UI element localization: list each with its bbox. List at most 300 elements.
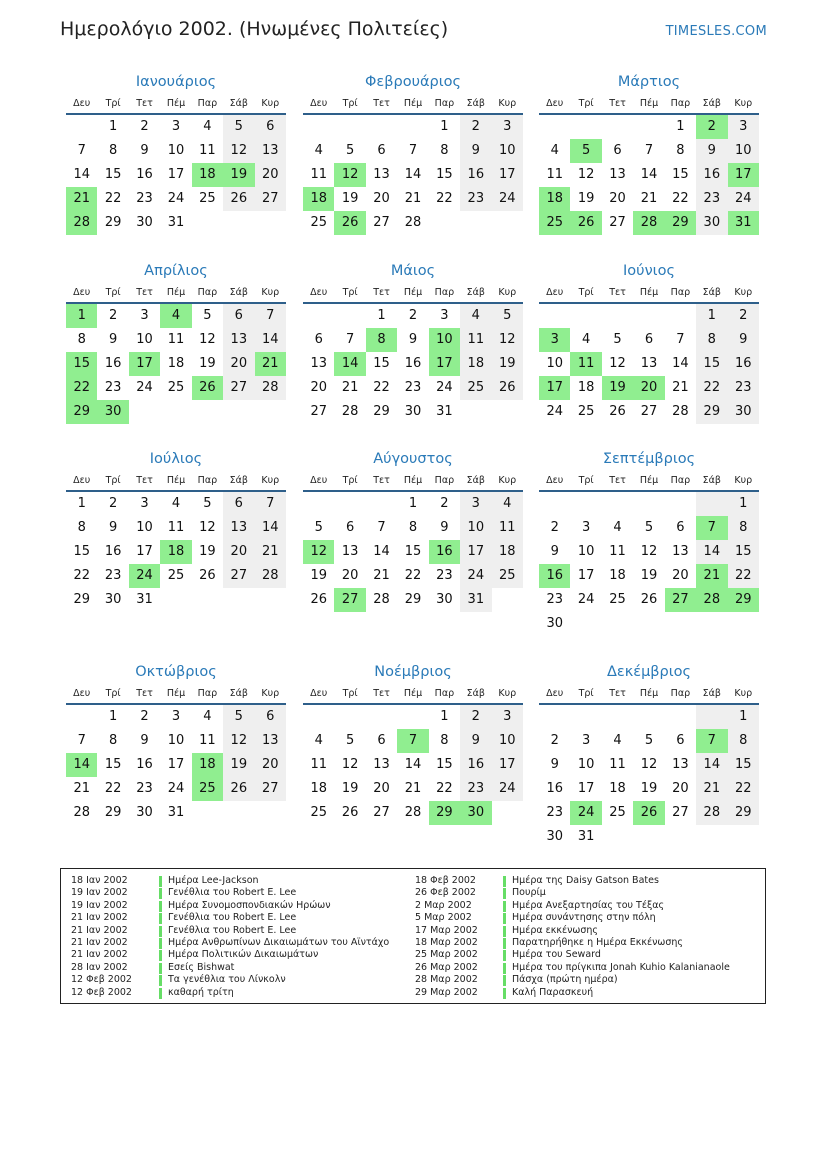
weekday-label: Τετ bbox=[609, 287, 626, 298]
empty-cell bbox=[303, 705, 334, 729]
empty-cell bbox=[492, 588, 523, 612]
day-cell: 8 bbox=[440, 733, 449, 748]
holiday-date: 28 Ιαν 2002 bbox=[71, 961, 128, 973]
day-cell: 14 bbox=[255, 328, 286, 352]
weekday-label: Πέμ bbox=[403, 287, 423, 298]
day-cell: 21 bbox=[640, 191, 658, 206]
holiday-marker bbox=[503, 988, 506, 999]
holiday-day-cell: 25 bbox=[539, 211, 570, 235]
weekday-label: Τετ bbox=[136, 688, 153, 699]
holiday-day-cell: 4 bbox=[160, 304, 191, 328]
day-cell: 1 bbox=[440, 709, 449, 724]
day-cell: 8 bbox=[77, 332, 86, 347]
weekday-label: Δευ bbox=[73, 98, 91, 109]
day-cell: 26 bbox=[492, 376, 523, 400]
weekday-label: Πέμ bbox=[403, 688, 423, 699]
holiday-name: Γενέθλια του Robert E. Lee bbox=[168, 887, 297, 899]
day-cell: 15 bbox=[104, 757, 122, 772]
holiday-day-cell: 11 bbox=[570, 352, 601, 376]
holiday-marker bbox=[159, 938, 162, 949]
day-cell: 8 bbox=[108, 143, 118, 158]
weekday-label: Τετ bbox=[373, 98, 390, 109]
day-cell: 2 bbox=[108, 308, 118, 323]
day-cell: 14 bbox=[640, 167, 658, 182]
holiday-row bbox=[71, 900, 389, 912]
day-cell: 12 bbox=[199, 520, 216, 535]
weekday-label: Σάβ bbox=[466, 287, 485, 298]
empty-cell bbox=[334, 115, 365, 139]
day-cell: 17 bbox=[167, 167, 185, 182]
day-cell: 8 bbox=[77, 520, 86, 535]
weekday-label: Κυρ bbox=[261, 287, 280, 298]
day-cell: 28 bbox=[672, 404, 689, 419]
weekday-label: Δευ bbox=[546, 475, 564, 486]
day-cell: 31 bbox=[167, 805, 185, 820]
holiday-row bbox=[71, 925, 389, 937]
day-cell: 19 bbox=[341, 191, 359, 206]
weekday-label: Πέμ bbox=[403, 98, 423, 109]
weekday-header bbox=[303, 686, 523, 705]
holiday-row bbox=[415, 912, 730, 924]
day-cell: 1 bbox=[408, 496, 418, 511]
day-cell: 7 bbox=[345, 332, 355, 347]
weekday-label: Παρ bbox=[670, 287, 691, 298]
day-cell: 19 bbox=[223, 753, 254, 777]
day-cell: 7 bbox=[676, 332, 685, 347]
empty-cell bbox=[492, 400, 523, 424]
day-cell: 9 bbox=[140, 143, 149, 158]
weekday-label: Δευ bbox=[310, 287, 328, 298]
day-cell: 2 bbox=[728, 304, 759, 328]
day-cell: 3 bbox=[581, 733, 591, 748]
day-cell: 1 bbox=[440, 119, 449, 134]
holiday-date: 26 Μαρ 2002 bbox=[415, 961, 478, 973]
day-cell: 13 bbox=[672, 757, 689, 772]
month-name: Νοέμβριος bbox=[374, 664, 452, 680]
day-cell: 11 bbox=[199, 733, 216, 748]
empty-cell bbox=[570, 115, 601, 139]
holiday-marker bbox=[503, 926, 506, 937]
day-cell: 1 bbox=[696, 304, 727, 328]
day-cell: 4 bbox=[581, 332, 591, 347]
day-cell: 7 bbox=[255, 304, 286, 328]
day-cell: 19 bbox=[341, 781, 359, 796]
holiday-day-cell: 26 bbox=[192, 376, 223, 400]
holiday-day-cell: 20 bbox=[633, 376, 664, 400]
month-block bbox=[66, 261, 286, 424]
day-cell: 8 bbox=[696, 328, 727, 352]
day-cell: 9 bbox=[460, 729, 491, 753]
holiday-day-cell: 8 bbox=[366, 328, 397, 352]
day-cell: 5 bbox=[203, 496, 212, 511]
holiday-day-cell: 21 bbox=[255, 352, 286, 376]
day-cell: 7 bbox=[255, 492, 286, 516]
day-cell: 9 bbox=[550, 757, 559, 772]
day-cell: 16 bbox=[104, 356, 122, 371]
day-cell: 2 bbox=[550, 733, 559, 748]
day-cell: 17 bbox=[577, 781, 595, 796]
day-cell: 4 bbox=[203, 119, 212, 134]
weekday-label: Παρ bbox=[670, 475, 691, 486]
holiday-marker bbox=[159, 975, 162, 986]
day-cell: 2 bbox=[550, 520, 559, 535]
holiday-date: 5 Μαρ 2002 bbox=[415, 912, 472, 924]
holiday-name: Εσείς Bishwat bbox=[168, 961, 235, 973]
holiday-date: 12 Φεβ 2002 bbox=[71, 974, 132, 986]
weekday-label: Παρ bbox=[434, 98, 455, 109]
weekday-label: Τρί bbox=[342, 688, 358, 699]
day-cell: 28 bbox=[341, 404, 359, 419]
weekday-label: Κυρ bbox=[734, 98, 753, 109]
weekday-label: Τετ bbox=[609, 475, 626, 486]
day-cell: 20 bbox=[341, 568, 359, 583]
weekday-label: Τετ bbox=[136, 98, 153, 109]
day-cell: 10 bbox=[167, 733, 185, 748]
day-cell: 2 bbox=[460, 115, 491, 139]
day-cell: 4 bbox=[613, 520, 622, 535]
day-cell: 11 bbox=[546, 167, 563, 182]
day-cell: 5 bbox=[345, 143, 355, 158]
holiday-date: 2 Μαρ 2002 bbox=[415, 899, 472, 911]
month-name: Ιούλιος bbox=[149, 451, 203, 467]
day-cell: 22 bbox=[672, 191, 689, 206]
day-cell: 24 bbox=[460, 564, 491, 588]
day-cell: 20 bbox=[373, 191, 390, 206]
day-cell: 29 bbox=[73, 592, 90, 607]
weekday-label: Κυρ bbox=[734, 475, 753, 486]
day-cell: 26 bbox=[609, 404, 626, 419]
holiday-row bbox=[415, 949, 730, 961]
day-cell: 19 bbox=[310, 568, 327, 583]
holiday-date: 25 Μαρ 2002 bbox=[415, 949, 478, 961]
weekday-label: Πέμ bbox=[166, 98, 186, 109]
weekday-label: Σάβ bbox=[702, 688, 721, 699]
day-cell: 18 bbox=[310, 781, 327, 796]
day-cell: 27 bbox=[609, 215, 626, 230]
holiday-row bbox=[71, 912, 389, 924]
weekday-label: Δευ bbox=[546, 98, 564, 109]
holiday-marker bbox=[503, 963, 506, 974]
day-cell: 30 bbox=[546, 829, 563, 844]
day-cell: 21 bbox=[404, 191, 422, 206]
day-cell: 19 bbox=[577, 191, 595, 206]
weekday-label: Παρ bbox=[670, 688, 691, 699]
day-cell: 8 bbox=[440, 143, 449, 158]
empty-cell bbox=[665, 612, 696, 636]
weekday-label: Δευ bbox=[73, 287, 91, 298]
day-cell: 3 bbox=[440, 308, 449, 323]
holiday-row bbox=[415, 925, 730, 937]
day-cell: 25 bbox=[609, 805, 626, 820]
holiday-list-left bbox=[71, 875, 389, 999]
holiday-row bbox=[415, 974, 730, 986]
empty-cell bbox=[570, 705, 601, 729]
day-grid bbox=[539, 304, 759, 424]
holiday-date: 29 Μαρ 2002 bbox=[415, 986, 478, 998]
empty-cell bbox=[539, 492, 570, 516]
day-cell: 28 bbox=[404, 215, 422, 230]
day-cell: 3 bbox=[140, 308, 149, 323]
weekday-header bbox=[539, 96, 759, 115]
holiday-date: 21 Ιαν 2002 bbox=[71, 936, 128, 948]
day-cell: 23 bbox=[728, 376, 759, 400]
day-cell: 24 bbox=[167, 781, 185, 796]
holiday-day-cell: 17 bbox=[539, 376, 570, 400]
day-cell: 13 bbox=[310, 356, 327, 371]
day-cell: 31 bbox=[167, 215, 185, 230]
weekday-label: Πέμ bbox=[166, 475, 186, 486]
empty-cell bbox=[633, 115, 664, 139]
day-cell: 24 bbox=[436, 380, 453, 395]
day-cell: 21 bbox=[373, 568, 390, 583]
weekday-header bbox=[539, 686, 759, 705]
empty-cell bbox=[539, 304, 570, 328]
weekday-header bbox=[66, 96, 286, 115]
day-cell: 28 bbox=[373, 592, 390, 607]
day-cell: 19 bbox=[492, 352, 523, 376]
day-cell: 22 bbox=[404, 568, 422, 583]
weekday-label: Παρ bbox=[670, 98, 691, 109]
weekday-label: Σάβ bbox=[466, 475, 485, 486]
day-cell: 22 bbox=[104, 191, 122, 206]
day-cell: 24 bbox=[728, 187, 759, 211]
day-cell: 26 bbox=[199, 568, 216, 583]
empty-cell bbox=[397, 115, 428, 139]
day-cell: 18 bbox=[609, 568, 626, 583]
day-cell: 16 bbox=[136, 167, 153, 182]
weekday-header bbox=[303, 96, 523, 115]
month-name: Οκτώβριος bbox=[135, 664, 217, 680]
weekday-label: Παρ bbox=[197, 287, 218, 298]
day-cell: 5 bbox=[345, 733, 355, 748]
day-cell: 16 bbox=[104, 544, 122, 559]
day-cell: 20 bbox=[255, 753, 286, 777]
day-cell: 7 bbox=[77, 733, 86, 748]
day-cell: 5 bbox=[644, 520, 654, 535]
weekday-label: Τρί bbox=[578, 475, 594, 486]
empty-cell bbox=[334, 492, 365, 516]
month-block bbox=[66, 72, 286, 235]
weekday-label: Τετ bbox=[136, 475, 153, 486]
empty-cell bbox=[129, 400, 160, 424]
empty-cell bbox=[696, 705, 727, 729]
day-grid bbox=[539, 492, 759, 636]
day-cell: 19 bbox=[640, 781, 658, 796]
holiday-day-cell: 5 bbox=[570, 139, 601, 163]
day-cell: 4 bbox=[613, 733, 622, 748]
holiday-marker bbox=[503, 950, 506, 961]
weekday-label: Σάβ bbox=[466, 688, 485, 699]
empty-cell bbox=[397, 705, 428, 729]
holiday-date: 18 Φεβ 2002 bbox=[415, 875, 476, 886]
holiday-marker bbox=[159, 888, 162, 899]
empty-cell bbox=[223, 588, 254, 612]
day-cell: 9 bbox=[408, 332, 418, 347]
day-cell: 3 bbox=[140, 496, 149, 511]
day-cell: 22 bbox=[436, 191, 453, 206]
day-cell: 28 bbox=[255, 376, 286, 400]
day-cell: 28 bbox=[696, 801, 727, 825]
day-cell: 13 bbox=[672, 544, 689, 559]
holiday-row bbox=[71, 987, 389, 999]
weekday-label: Σάβ bbox=[702, 98, 721, 109]
day-cell: 27 bbox=[223, 564, 254, 588]
empty-cell bbox=[192, 211, 223, 235]
weekday-label: Πέμ bbox=[639, 688, 659, 699]
day-cell: 15 bbox=[672, 167, 689, 182]
holiday-name: Παρατηρήθηκε η Ημέρα Εκκένωσης bbox=[512, 936, 683, 948]
weekday-label: Σάβ bbox=[702, 287, 721, 298]
holiday-date: 19 Ιαν 2002 bbox=[71, 887, 128, 899]
weekday-label: Κυρ bbox=[498, 475, 517, 486]
holiday-day-cell: 7 bbox=[397, 729, 428, 753]
empty-cell bbox=[696, 612, 727, 636]
holiday-row bbox=[415, 987, 730, 999]
day-cell: 30 bbox=[404, 404, 422, 419]
day-grid bbox=[66, 304, 286, 424]
holiday-day-cell: 17 bbox=[429, 352, 460, 376]
day-grid bbox=[303, 705, 523, 825]
holiday-name: Ημέρα Συνομοσπονδιακών Ηρώων bbox=[168, 899, 331, 911]
holiday-day-cell: 2 bbox=[696, 115, 727, 139]
day-cell: 12 bbox=[640, 757, 658, 772]
month-block bbox=[539, 662, 759, 849]
day-cell: 3 bbox=[492, 115, 523, 139]
day-cell: 16 bbox=[460, 163, 491, 187]
weekday-header bbox=[66, 285, 286, 304]
holiday-name: Πάσχα (πρώτη ημέρα) bbox=[512, 974, 618, 986]
weekday-label: Σάβ bbox=[229, 287, 248, 298]
day-cell: 1 bbox=[108, 119, 118, 134]
weekday-label: Δευ bbox=[546, 688, 564, 699]
empty-cell bbox=[223, 400, 254, 424]
empty-cell bbox=[602, 825, 633, 849]
day-cell: 11 bbox=[199, 143, 216, 158]
day-cell: 3 bbox=[492, 705, 523, 729]
day-cell: 31 bbox=[577, 829, 595, 844]
holiday-day-cell: 7 bbox=[696, 516, 727, 540]
month-block bbox=[539, 261, 759, 424]
day-cell: 6 bbox=[223, 304, 254, 328]
empty-cell bbox=[570, 304, 601, 328]
holiday-marker bbox=[503, 975, 506, 986]
month-block bbox=[66, 449, 286, 612]
day-cell: 15 bbox=[404, 544, 422, 559]
day-cell: 14 bbox=[404, 167, 422, 182]
day-cell: 22 bbox=[436, 781, 453, 796]
day-cell: 14 bbox=[696, 753, 727, 777]
weekday-label: Τετ bbox=[609, 98, 626, 109]
month-block bbox=[303, 72, 523, 235]
day-cell: 29 bbox=[728, 801, 759, 825]
brand-logo[interactable]: TIMESLES.COM bbox=[665, 24, 767, 39]
weekday-label: Σάβ bbox=[466, 98, 485, 109]
holiday-marker bbox=[159, 926, 162, 937]
day-cell: 18 bbox=[460, 352, 491, 376]
empty-cell bbox=[602, 612, 633, 636]
day-cell: 4 bbox=[550, 143, 559, 158]
day-cell: 26 bbox=[223, 187, 254, 211]
day-cell: 14 bbox=[373, 544, 390, 559]
weekday-label: Σάβ bbox=[229, 98, 248, 109]
weekday-label: Τρί bbox=[105, 98, 121, 109]
day-cell: 24 bbox=[492, 777, 523, 801]
day-cell: 29 bbox=[104, 805, 122, 820]
day-cell: 26 bbox=[341, 805, 359, 820]
day-cell: 28 bbox=[404, 805, 422, 820]
day-cell: 7 bbox=[408, 143, 418, 158]
day-grid bbox=[66, 115, 286, 235]
day-cell: 6 bbox=[255, 115, 286, 139]
day-cell: 17 bbox=[492, 753, 523, 777]
empty-cell bbox=[633, 612, 664, 636]
weekday-label: Σάβ bbox=[229, 688, 248, 699]
day-cell: 12 bbox=[199, 332, 216, 347]
day-cell: 9 bbox=[108, 332, 118, 347]
holiday-row bbox=[71, 962, 389, 974]
holiday-day-cell: 19 bbox=[223, 163, 254, 187]
holiday-row bbox=[71, 949, 389, 961]
weekday-label: Τρί bbox=[578, 688, 594, 699]
day-cell: 23 bbox=[546, 592, 563, 607]
day-cell: 27 bbox=[223, 376, 254, 400]
weekday-label: Παρ bbox=[434, 475, 455, 486]
holiday-day-cell: 10 bbox=[429, 328, 460, 352]
holiday-day-cell: 22 bbox=[66, 376, 97, 400]
weekday-label: Τετ bbox=[373, 287, 390, 298]
page-title: Ημερολόγιο 2002. (Ηνωμένες Πολιτείες) bbox=[60, 18, 449, 40]
day-cell: 2 bbox=[408, 308, 418, 323]
day-cell: 18 bbox=[167, 356, 185, 371]
day-cell: 31 bbox=[436, 404, 453, 419]
holiday-day-cell: 18 bbox=[539, 187, 570, 211]
month-block bbox=[303, 662, 523, 825]
day-cell: 6 bbox=[377, 733, 386, 748]
holiday-day-cell: 3 bbox=[539, 328, 570, 352]
day-grid bbox=[303, 492, 523, 612]
holiday-name: Γενέθλια του Robert E. Lee bbox=[168, 924, 297, 936]
day-cell: 8 bbox=[728, 729, 759, 753]
weekday-label: Τετ bbox=[136, 287, 153, 298]
weekday-label: Δευ bbox=[310, 688, 328, 699]
day-cell: 26 bbox=[310, 592, 327, 607]
holiday-day-cell: 19 bbox=[602, 376, 633, 400]
holiday-day-cell: 24 bbox=[129, 564, 160, 588]
weekday-label: Κυρ bbox=[498, 688, 517, 699]
empty-cell bbox=[429, 211, 460, 235]
day-cell: 6 bbox=[676, 733, 685, 748]
day-cell: 13 bbox=[223, 516, 254, 540]
day-cell: 1 bbox=[728, 492, 759, 516]
day-cell: 25 bbox=[167, 380, 185, 395]
day-cell: 23 bbox=[696, 187, 727, 211]
day-cell: 24 bbox=[492, 187, 523, 211]
holiday-list-right bbox=[415, 875, 730, 999]
day-cell: 6 bbox=[377, 143, 386, 158]
empty-cell bbox=[633, 825, 664, 849]
holiday-day-cell: 18 bbox=[192, 163, 223, 187]
empty-cell bbox=[255, 588, 286, 612]
day-cell: 26 bbox=[640, 592, 658, 607]
month-name: Ιανουάριος bbox=[135, 74, 217, 90]
holiday-marker bbox=[503, 913, 506, 924]
day-cell: 10 bbox=[546, 356, 563, 371]
day-cell: 5 bbox=[492, 304, 523, 328]
day-cell: 4 bbox=[460, 304, 491, 328]
day-cell: 30 bbox=[696, 211, 727, 235]
day-cell: 16 bbox=[404, 356, 422, 371]
holiday-day-cell: 28 bbox=[66, 211, 97, 235]
